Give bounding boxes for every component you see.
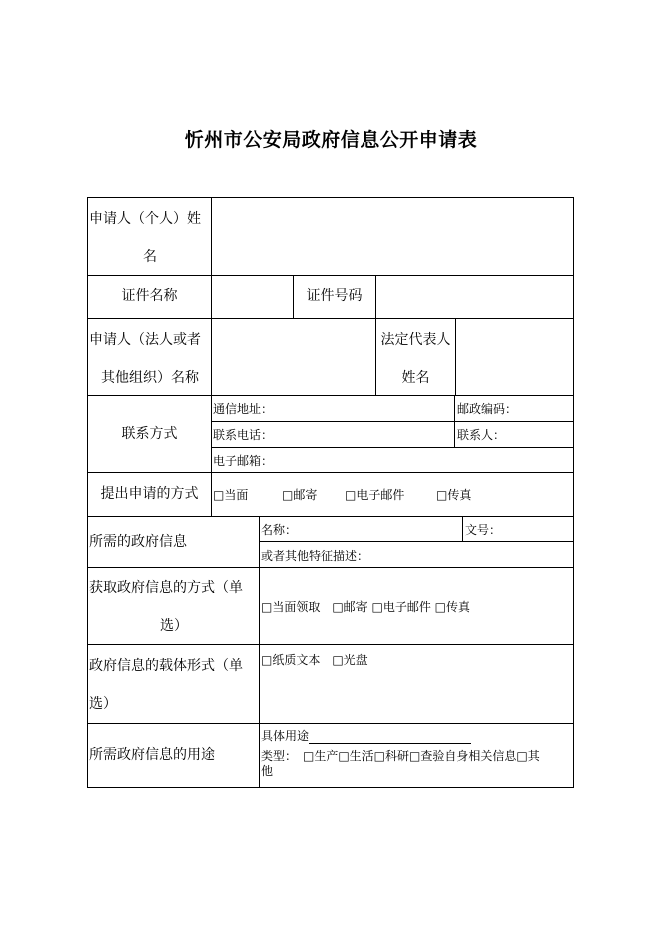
- legal-rep-label: 法定代表人 姓名: [380, 332, 451, 386]
- col-divider: [462, 516, 463, 542]
- phone-field[interactable]: 联系电话：: [213, 428, 274, 442]
- row-divider: [87, 472, 574, 473]
- row-divider: [87, 516, 574, 517]
- contact-label: 联系方式: [121, 426, 178, 442]
- applicant-name-label: 申请人（个人）姓 名: [89, 211, 201, 265]
- email-field[interactable]: 电子邮箱：: [213, 454, 274, 468]
- carrier-label: 政府信息的载体形式（单 选）: [89, 658, 243, 712]
- id-type-field[interactable]: [212, 276, 293, 318]
- carrier-options[interactable]: □纸质文本 □光盘: [261, 653, 368, 667]
- id-type-label: 证件名称: [121, 288, 178, 304]
- applicant-name-field[interactable]: [212, 198, 573, 275]
- address-field[interactable]: 通信地址：: [213, 402, 274, 416]
- contact-person-field[interactable]: 联系人：: [457, 428, 506, 442]
- table-border-right: [573, 197, 574, 788]
- submit-option-in-person[interactable]: □当面: [213, 488, 249, 502]
- contact-divider: [211, 421, 574, 422]
- id-number-field[interactable]: [376, 276, 573, 318]
- purpose-type-options[interactable]: 类型： □生产□生活□科研□查验自身相关信息□其 他: [261, 749, 540, 778]
- submit-option-mail[interactable]: □邮寄: [282, 488, 318, 502]
- col-divider: [259, 516, 260, 788]
- page-title: 忻州市公安局政府信息公开申请表: [184, 129, 478, 151]
- table-border-bottom: [87, 787, 574, 788]
- specific-use-underline: [309, 729, 471, 744]
- info-needed-label: 所需的政府信息: [89, 534, 187, 550]
- submit-method-label: 提出申请的方式: [100, 486, 199, 502]
- row-divider: [87, 567, 574, 568]
- doc-number-field[interactable]: 文号：: [465, 523, 502, 537]
- specific-use-label: 具体用途: [261, 729, 310, 743]
- contact-divider: [211, 447, 574, 448]
- submit-option-email[interactable]: □电子邮件: [345, 488, 405, 502]
- obtain-options[interactable]: □当面领取 □邮寄 □电子邮件 □传真: [261, 600, 470, 614]
- org-name-field[interactable]: [212, 319, 375, 395]
- info-name-field[interactable]: 名称：: [261, 523, 298, 537]
- other-desc-field[interactable]: 或者其他特征描述：: [261, 549, 370, 563]
- purpose-label: 所需政府信息的用途: [89, 747, 215, 763]
- org-name-label: 申请人（法人或者 其他组织）名称: [89, 332, 201, 386]
- row-divider: [87, 723, 574, 724]
- col-divider: [454, 395, 455, 448]
- submit-option-fax[interactable]: □传真: [436, 488, 472, 502]
- info-divider: [259, 541, 574, 542]
- obtain-method-label: 获取政府信息的方式（单 选）: [89, 580, 243, 634]
- postcode-field[interactable]: 邮政编码：: [457, 402, 518, 416]
- id-number-label: 证件号码: [306, 288, 363, 304]
- legal-rep-field[interactable]: [456, 319, 573, 395]
- specific-use-field[interactable]: [261, 727, 572, 744]
